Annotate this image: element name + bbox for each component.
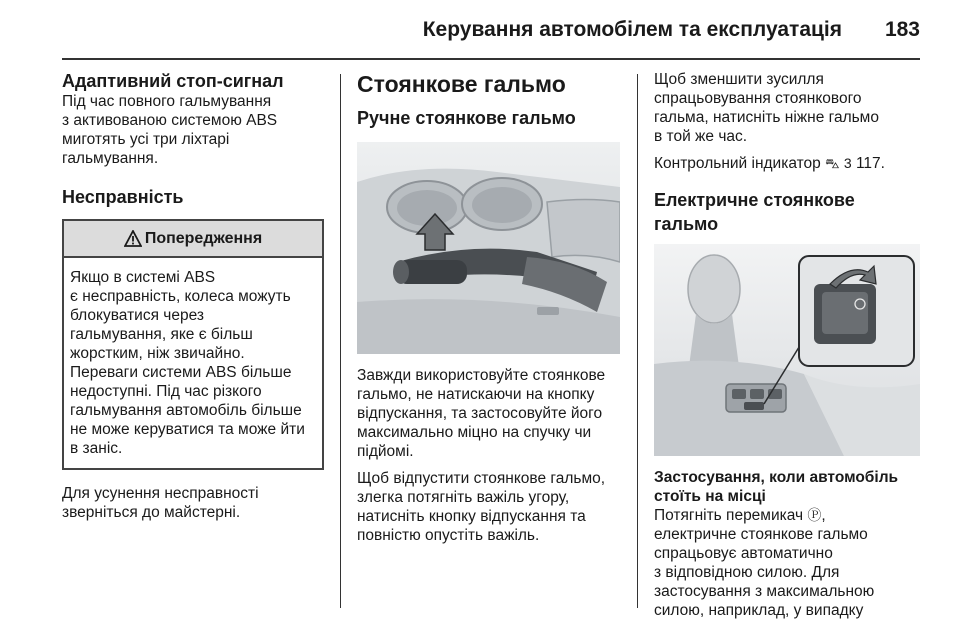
page-reference-arrow-icon: 3	[843, 155, 852, 171]
electric-brake-illustration	[654, 244, 920, 456]
parking-brake-heading: Стоянкове гальмо	[357, 71, 566, 97]
warning-text: Якщо в системі ABS є несправність, колеса можуть блокуватися через гальмування, яке є більш жорстким, ніж звичайно. Переваги системи ABS більше недоступні. Під час різкого гальмування автомобіль більше не може керуватися та може йти в заніс.	[70, 269, 305, 457]
electric-brake-heading: Електричне стоянкове гальмо	[654, 190, 855, 234]
column-divider	[637, 74, 638, 608]
header-rule	[62, 58, 920, 60]
warning-triangle-icon	[124, 230, 142, 247]
hand-brake-text-2: Щоб відпустити стоянкове гальмо, злегка потягніть важіль угору, натисніть кнопку відпускання та повністю опустіть важіль.	[357, 470, 606, 544]
repair-text: Для усунення несправності зверніться до майстерні.	[62, 485, 259, 521]
abs-text: Під час повного гальмування з активованою системою ABS миготять усі три ліхтарі гальмування.	[62, 93, 278, 167]
parking-brake-switch-icon: Ⓟ	[807, 507, 822, 523]
page-header	[62, 18, 920, 58]
fault-heading: Несправність	[62, 187, 184, 207]
stationary-apply-subheading: Застосування, коли автомобіль стоїть на місці	[654, 469, 899, 505]
indicator-text: Контрольний індикатор ⛍ 3 117.	[654, 155, 885, 172]
electric-brake-text: Потягніть перемикач Ⓟ, електричне стоянкове гальмо спрацьовує автоматично з відповідною силою. Для застосування з максимальною силою, наприклад, у випадку	[654, 507, 875, 619]
header-title: Керування автомобілем та експлуатація	[422, 18, 842, 41]
warning-header	[64, 221, 322, 258]
middle-column	[357, 70, 620, 545]
parking-brake-indicator-icon: ⛍	[825, 155, 840, 171]
right-column	[654, 70, 920, 620]
left-column	[62, 70, 324, 522]
hand-brake-subheading: Ручне стоянкове гальмо	[357, 108, 576, 128]
reduce-effort-text: Щоб зменшити зусилля спрацьовування стоянкового гальма, натисніть ніжне гальмо в той же час.	[654, 71, 879, 145]
column-divider	[340, 74, 341, 608]
abs-heading: Адаптивний стоп-сигнал	[62, 71, 284, 91]
page-number: 183	[884, 18, 920, 41]
hand-brake-illustration	[357, 142, 620, 354]
warning-box	[62, 219, 324, 470]
hand-brake-text-1: Завжди використовуйте стоянкове гальмо, не натискаючи на кнопку відпускання, та застосовуйте його максимально міцно на спучку чи підйомі.	[357, 367, 606, 460]
warning-title: Попередження	[144, 229, 263, 247]
